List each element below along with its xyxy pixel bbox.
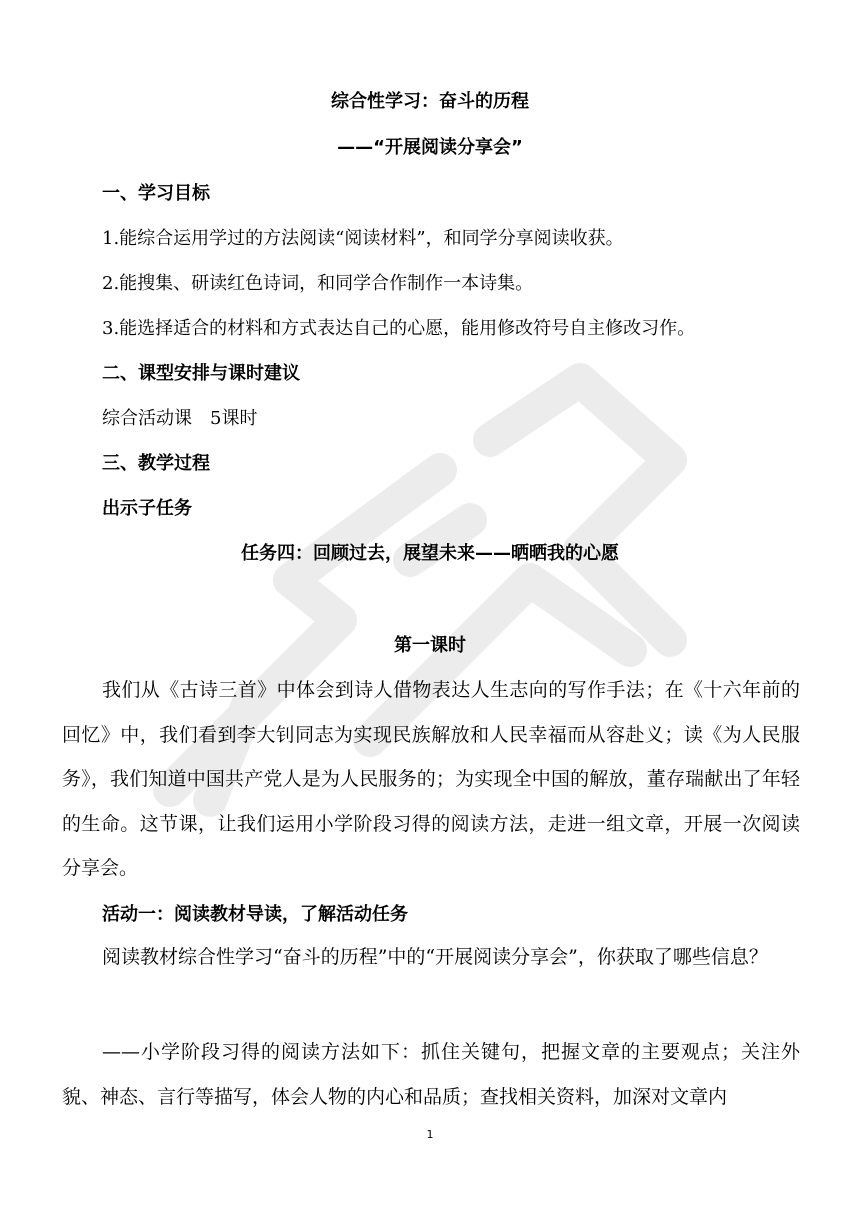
- lesson-title: 第一课时: [394, 635, 466, 656]
- schedule-text: 综合活动课 5课时: [102, 408, 258, 429]
- task-title: 任务四：回顾过去，展望未来——晒晒我的心愿: [241, 543, 619, 564]
- page-number: 1: [426, 1128, 434, 1141]
- activity-question: 阅读教材综合性学习“奋斗的历程”中的“开展阅读分享会”，你获取了哪些信息？: [102, 946, 768, 968]
- subtask-heading: 出示子任务: [102, 498, 192, 519]
- goal-item-3: 3.能选择适合的材料和方式表达自己的心愿，能用修改符号自主修改习作。: [102, 318, 696, 339]
- goal-item-1: 1.能综合运用学过的方法阅读“阅读材料”，和同学分享阅读收获。: [102, 228, 624, 249]
- section-heading-goals: 一、学习目标: [102, 183, 210, 204]
- activity-heading: 活动一：阅读教材导读，了解活动任务: [102, 904, 408, 925]
- section-heading-process: 三、教学过程: [102, 453, 210, 474]
- activity-answer: ——小学阶段习得的阅读方法如下：抓住关键句，把握文章的主要观点；关注外貌、神态、言行等描写，体会人物的内心和品质；查找相关资料，加深对文章内: [62, 1041, 800, 1108]
- intro-paragraph: 我们从《古诗三首》中体会到诗人借物表达人生志向的写作手法；在《十六年前的回忆》中，我们看到李大钊同志为实现民族解放和人民幸福而从容赴义；读《为人民服务》，我们知道中国共产党人是为人民服务的；为实现全中国的解放，董存瑞献出了年轻的生命。这节课，让我们运用小学阶段习得的阅读方法，走进一组文章，开展一次阅读分享会。: [62, 679, 800, 879]
- goal-item-2: 2.能搜集、研读红色诗词，和同学合作制作一本诗集。: [102, 273, 534, 294]
- document-title: 综合性学习：奋斗的历程: [331, 91, 529, 112]
- document-subtitle: ——“开展阅读分享会”: [337, 137, 523, 158]
- section-heading-schedule: 二、课型安排与课时建议: [102, 363, 300, 384]
